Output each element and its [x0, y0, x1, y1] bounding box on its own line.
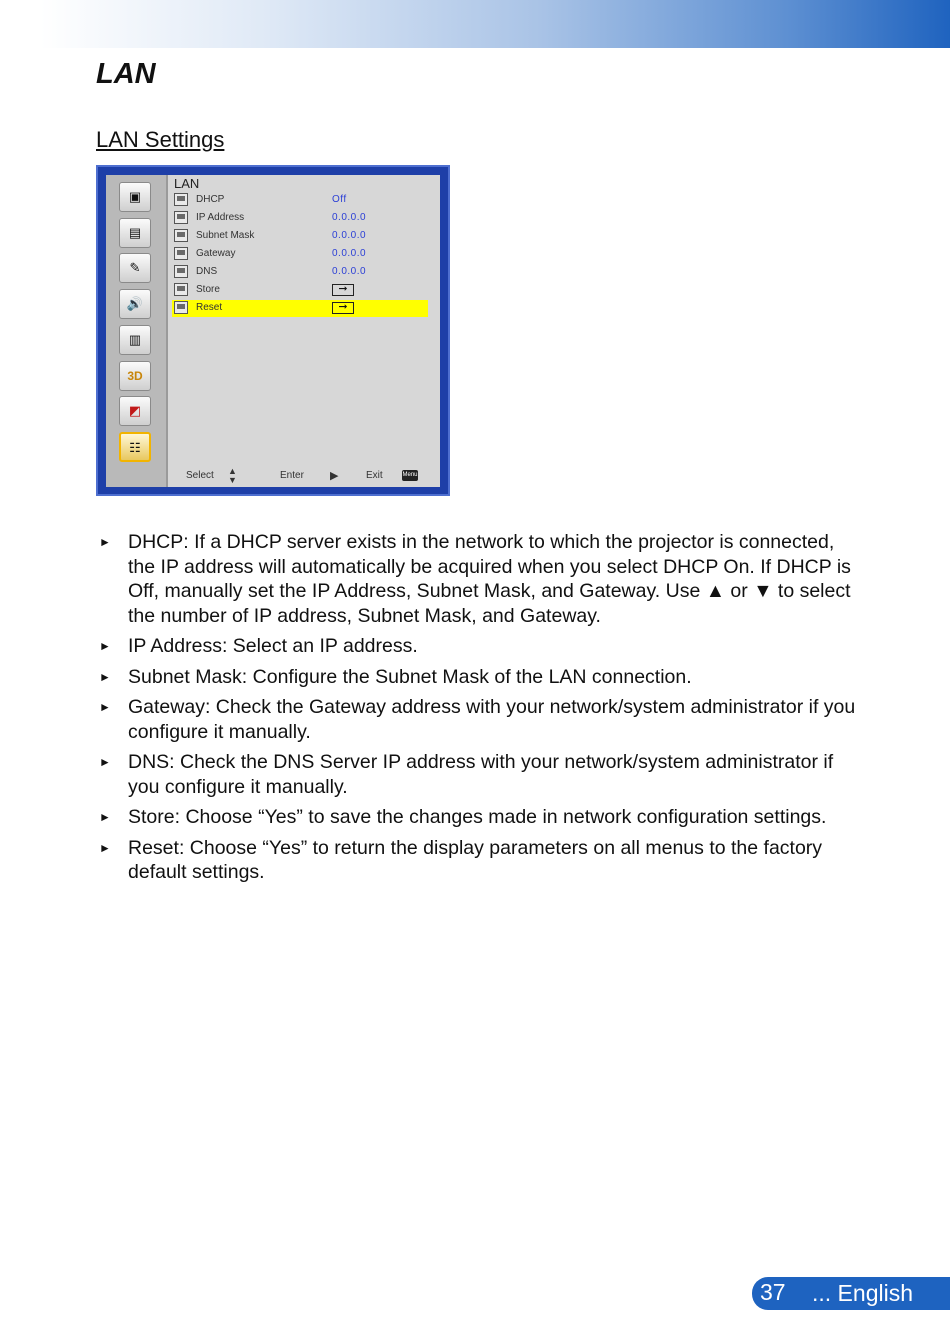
enter-arrow-icon[interactable]: ➞ [332, 284, 354, 296]
exit-hint: Exit [366, 470, 383, 481]
network-row-icon [174, 265, 188, 278]
description-list [96, 530, 866, 891]
network-row-icon [174, 247, 188, 260]
osd-row-label: Reset [196, 302, 223, 313]
bullet-arrow-icon: ► [99, 535, 111, 549]
right-arrow-icon: ▶ [330, 470, 339, 482]
osd-row-reset[interactable] [172, 300, 428, 317]
osd-row-subnet-mask[interactable] [172, 228, 428, 245]
osd-row-store[interactable] [172, 282, 428, 299]
network-icon[interactable]: ☷ [119, 432, 151, 462]
osd-row-label: Store [196, 284, 220, 295]
enter-arrow-icon[interactable]: ➞ [332, 302, 354, 314]
bullet-arrow-icon: ► [99, 639, 111, 653]
osd-row-ip-address[interactable] [172, 210, 428, 227]
osd-footer [168, 468, 440, 484]
list-item: ► Gateway: Check the Gateway address with your network/system administrator if you configure it manually. [99, 696, 856, 743]
network-row-icon [174, 193, 188, 206]
osd-row-dns[interactable] [172, 264, 428, 281]
osd-row-value: 0.0.0.0 [332, 248, 367, 259]
page-number: 37 [760, 1279, 786, 1305]
osd-sidebar [106, 175, 168, 487]
menu-key-icon: Menu [402, 470, 418, 481]
list-item: ► DNS: Check the DNS Server IP address with your network/system administrator if you configure it manually. [99, 751, 834, 798]
volume-icon[interactable]: 🔊 [119, 289, 151, 319]
osd-heading: LAN [174, 176, 200, 191]
up-down-icon: ▲ ▼ [228, 466, 237, 485]
osd-row-value: 0.0.0.0 [332, 212, 367, 223]
bullet-arrow-icon: ► [99, 755, 111, 769]
picture-icon[interactable]: ▣ [119, 182, 151, 212]
osd-menu-screenshot [96, 165, 450, 496]
osd-panel [168, 175, 440, 487]
header-banner [40, 0, 950, 48]
osd-row-label: DNS [196, 266, 218, 277]
osd-row-dhcp[interactable] [172, 192, 428, 209]
osd-row-label: IP Address [196, 212, 245, 223]
select-hint: Select [186, 470, 214, 481]
osd-row-value: 0.0.0.0 [332, 230, 367, 241]
language-label: ... English [812, 1280, 913, 1306]
setup-icon[interactable]: ✎ [119, 253, 151, 283]
bullet-arrow-icon: ► [99, 669, 111, 684]
network-row-icon [174, 229, 188, 242]
section-title: LAN Settings [96, 127, 225, 152]
osd-row-value: 0.0.0.0 [332, 266, 367, 277]
list-item: ► Subnet Mask: Configure the Subnet Mask of the LAN connection. [99, 665, 692, 688]
bullet-arrow-icon: ► [99, 840, 111, 855]
enter-hint: Enter [280, 470, 304, 481]
osd-row-label: Gateway [196, 248, 236, 259]
options-icon[interactable]: ▥ [119, 325, 151, 355]
network-row-icon [174, 283, 188, 296]
list-item: ► DHCP: If a DHCP server exists in the network to which the projector is connected, the IP address will automatically be acquired when you select DHCP On. If DHCP is Off, manually set the IP Address, Subnet Mask, and Gateway. Use ▲ or ▼ to select the number of IP address, Subnet Mask, and Gateway. [99, 531, 851, 627]
osd-row-label: DHCP [196, 194, 225, 205]
list-item: ► Reset: Choose “Yes” to return the display parameters on all menus to the factory default settings. [99, 836, 823, 883]
display-icon[interactable]: ▤ [119, 218, 151, 248]
osd-row-label: Subnet Mask [196, 230, 255, 241]
list-item: ► IP Address: Select an IP address. [99, 635, 418, 657]
network-row-icon [174, 301, 188, 314]
3d-icon[interactable]: 3D [119, 361, 151, 391]
network-row-icon [174, 211, 188, 224]
list-item: ► Store: Choose “Yes” to save the changes made in network configuration settings. [99, 806, 827, 828]
page-footer [752, 1277, 950, 1310]
bullet-arrow-icon: ► [99, 700, 111, 714]
bullet-arrow-icon: ► [99, 810, 111, 824]
page-title: LAN [96, 58, 156, 90]
lock-icon[interactable]: ◩ [119, 396, 151, 426]
osd-row-gateway[interactable] [172, 246, 428, 263]
osd-row-value: Off [332, 194, 347, 205]
